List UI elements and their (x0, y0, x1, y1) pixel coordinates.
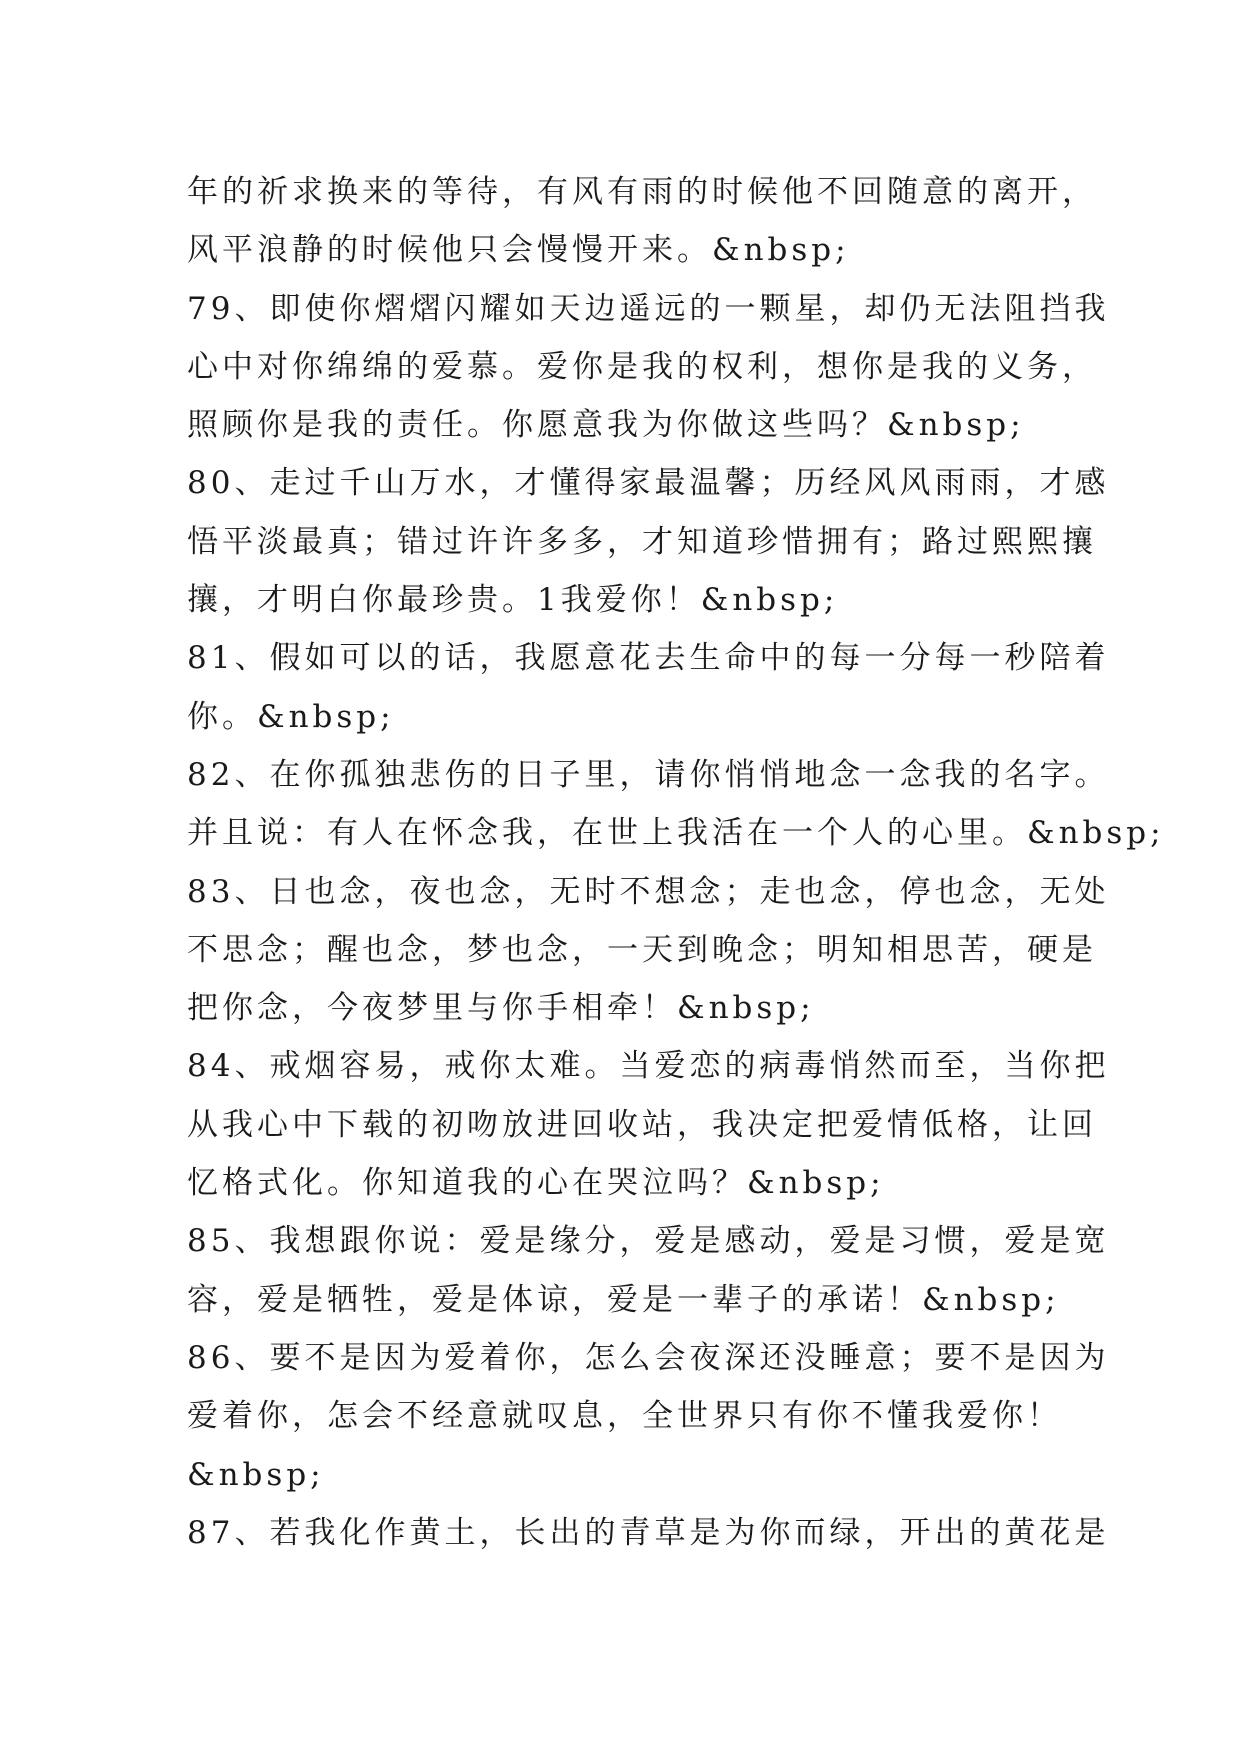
body-text (187, 163, 1165, 1562)
text-line: 容，爱是牺牲，爱是体谅，爱是一辈子的承诺！&nbsp; (187, 1281, 1060, 1318)
text-line: 悟平淡最真；错过许许多多，才知道珍惜拥有；路过熙熙攘 (187, 523, 1097, 560)
text-line: 从我心中下载的初吻放进回收站，我决定把爱情低格，让回 (187, 1106, 1097, 1143)
text-line: 风平浪静的时候他只会慢慢开来。&nbsp; (187, 232, 850, 269)
text-line: 不思念；醒也念，梦也念，一天到晚念；明知相思苦，硬是 (187, 931, 1097, 968)
text-line: 79、即使你熠熠闪耀如天边遥远的一颗星，却仍无法阻挡我 (187, 290, 1110, 327)
text-line: 心中对你绵绵的爱慕。爱你是我的权利，想你是我的义务， (187, 348, 1097, 385)
text-line: 86、要不是因为爱着你，怎么会夜深还没睡意；要不是因为 (187, 1339, 1110, 1376)
text-line: 82、在你孤独悲伤的日子里，请你悄悄地念一念我的名字。 (187, 756, 1110, 793)
text-line: 并且说：有人在怀念我，在世上我活在一个人的心里。&nbsp; (187, 815, 1165, 852)
text-line: 照顾你是我的责任。你愿意我为你做这些吗？&nbsp; (187, 407, 1025, 444)
text-line: 87、若我化作黄土，长出的青草是为你而绿，开出的黄花是 (187, 1514, 1110, 1551)
text-line: &nbsp; (187, 1456, 325, 1493)
text-line: 85、我想跟你说：爱是缘分，爱是感动，爱是习惯，爱是宽 (187, 1223, 1110, 1260)
text-line: 年的祈求换来的等待，有风有雨的时候他不回随意的离开， (187, 174, 1097, 210)
text-line: 忆格式化。你知道我的心在哭泣吗？&nbsp; (187, 1165, 885, 1202)
text-line: 你。&nbsp; (187, 698, 395, 735)
text-line: 攘，才明白你最珍贵。1我爱你！&nbsp; (187, 582, 839, 619)
text-line: 爱着你，怎会不经意就叹息，全世界只有你不懂我爱你！ (187, 1398, 1062, 1435)
text-line: 80、走过千山万水，才懂得家最温馨；历经风风雨雨，才感 (187, 465, 1110, 502)
text-line: 84、戒烟容易，戒你太难。当爱恋的病毒悄然而至，当你把 (187, 1048, 1110, 1085)
text-line: 把你念，今夜梦里与你手相牵！&nbsp; (187, 990, 815, 1027)
text-line: 81、假如可以的话，我愿意花去生命中的每一分每一秒陪着 (187, 640, 1110, 677)
text-line: 83、日也念，夜也念，无时不想念；走也念，停也念，无处 (187, 873, 1110, 910)
